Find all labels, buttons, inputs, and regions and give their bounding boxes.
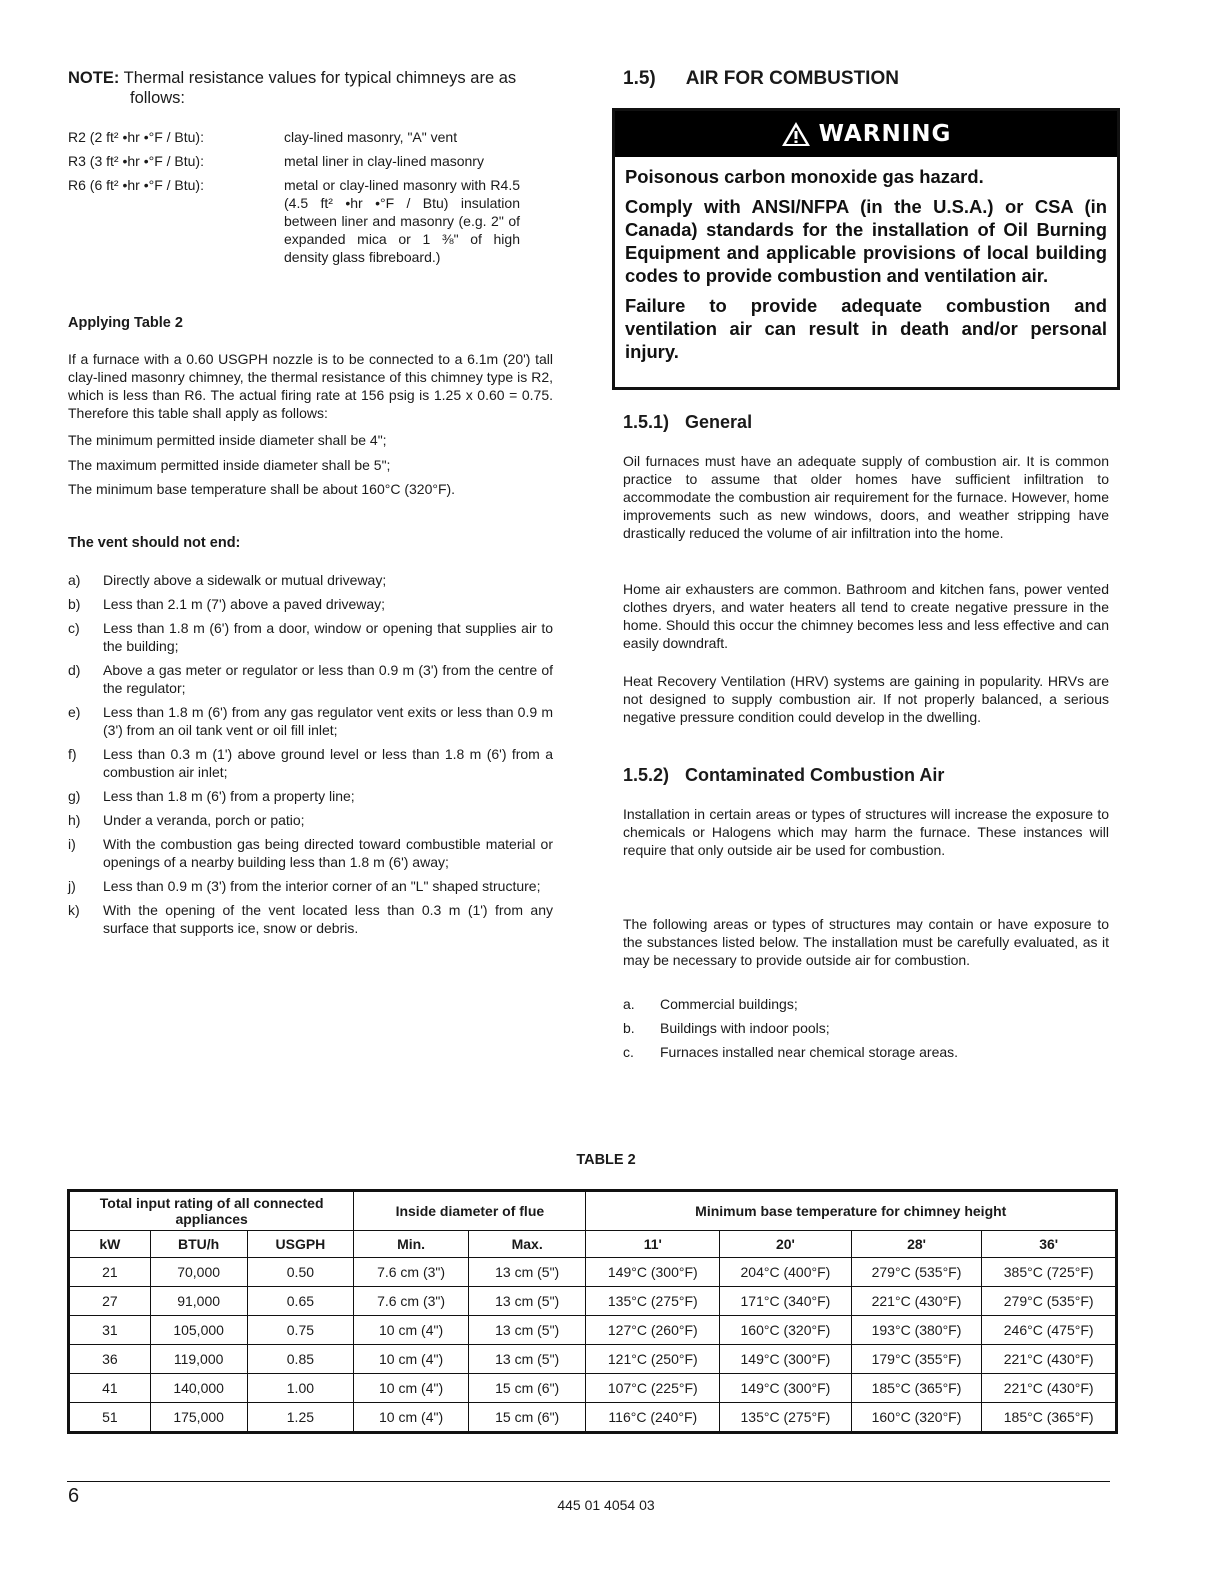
header-input-rating: Total input rating of all connected appliances bbox=[69, 1191, 354, 1231]
table-cell: 179°C (355°F) bbox=[851, 1345, 982, 1374]
table-cell: 171°C (340°F) bbox=[720, 1287, 852, 1316]
table-cell: 149°C (300°F) bbox=[720, 1345, 852, 1374]
list-marker: h) bbox=[68, 812, 81, 828]
column-header: 11' bbox=[586, 1231, 720, 1258]
warning-line-failure: Failure to provide adequate combustion and ventilation air can result in death and/or personal injury. bbox=[625, 295, 1107, 362]
resistance-label: R3 (3 ft² •hr •°F / Btu): bbox=[68, 153, 204, 169]
general-paragraph-2: Home air exhausters are common. Bathroom and kitchen fans, power vented clothes dryers, and water heaters all tend to create negative pressure in the home. Should this occur the chimney becomes less and less effective and can easily downdraft. bbox=[623, 581, 1109, 651]
subsection-heading-general bbox=[623, 412, 752, 433]
table-cell: 13 cm (5") bbox=[468, 1345, 586, 1374]
table-cell: 7.6 cm (3") bbox=[354, 1258, 469, 1287]
list-marker: c) bbox=[68, 620, 80, 636]
note-text-continued: follows: bbox=[130, 89, 186, 107]
table-cell: 91,000 bbox=[150, 1287, 247, 1316]
list-item bbox=[68, 877, 553, 895]
table-row bbox=[69, 1316, 1117, 1345]
table-cell: 36 bbox=[69, 1345, 151, 1374]
list-marker: g) bbox=[68, 788, 81, 804]
table-cell: 10 cm (4") bbox=[354, 1403, 469, 1433]
list-item bbox=[68, 811, 553, 829]
list-item bbox=[623, 1043, 1109, 1061]
list-item bbox=[68, 745, 553, 781]
table-cell: 31 bbox=[69, 1316, 151, 1345]
table-cell: 105,000 bbox=[150, 1316, 247, 1345]
warning-title: WARNING bbox=[818, 121, 952, 147]
list-item bbox=[68, 703, 553, 739]
list-marker: d) bbox=[68, 662, 81, 678]
page-number: 6 bbox=[68, 1485, 80, 1507]
list-item bbox=[623, 995, 1109, 1013]
table-cell: 13 cm (5") bbox=[468, 1258, 586, 1287]
table-cell: 70,000 bbox=[150, 1258, 247, 1287]
list-item-text: Above a gas meter or regulator or less than 0.9 m (3') from the centre of the regulator; bbox=[103, 662, 553, 696]
table-cell: 279°C (535°F) bbox=[982, 1287, 1117, 1316]
list-item bbox=[623, 1019, 1109, 1037]
warning-box bbox=[612, 108, 1120, 390]
resistance-desc: clay-lined masonry, "A" vent bbox=[284, 129, 458, 145]
table-cell: 140,000 bbox=[150, 1374, 247, 1403]
chimney-table bbox=[67, 1189, 1118, 1434]
table-cell: 193°C (380°F) bbox=[851, 1316, 982, 1345]
list-item bbox=[68, 661, 553, 697]
thermal-resistance-row bbox=[68, 128, 528, 146]
list-marker: f) bbox=[68, 746, 77, 762]
list-item-text: Less than 2.1 m (7') above a paved driveway; bbox=[103, 596, 386, 612]
column-header: kW bbox=[69, 1231, 151, 1258]
min-diameter-text: The minimum permitted inside diameter shall be 4"; bbox=[68, 432, 387, 448]
column-header: BTU/h bbox=[150, 1231, 247, 1258]
column-header: 36' bbox=[982, 1231, 1117, 1258]
list-marker: a) bbox=[68, 572, 81, 588]
applying-table-heading: Applying Table 2 bbox=[68, 315, 183, 331]
list-marker: b. bbox=[623, 1020, 635, 1036]
table-cell: 279°C (535°F) bbox=[851, 1258, 982, 1287]
table-cell: 13 cm (5") bbox=[468, 1287, 586, 1316]
list-item bbox=[68, 595, 553, 613]
list-marker: j) bbox=[68, 878, 76, 894]
list-item bbox=[68, 901, 553, 937]
column-header: USGPH bbox=[247, 1231, 354, 1258]
list-marker: c. bbox=[623, 1044, 634, 1060]
table-cell: 1.00 bbox=[247, 1374, 354, 1403]
list-item-text: Commercial buildings; bbox=[660, 996, 798, 1012]
table-cell: 149°C (300°F) bbox=[720, 1374, 852, 1403]
max-diameter-text: The maximum permitted inside diameter shall be 5"; bbox=[68, 457, 391, 473]
subsection-number: 1.5.2) bbox=[623, 765, 670, 785]
subsection-heading-contaminated bbox=[623, 765, 944, 786]
table-row bbox=[69, 1287, 1117, 1316]
resistance-label: R6 (6 ft² •hr •°F / Btu): bbox=[68, 177, 204, 193]
resistance-label: R2 (2 ft² •hr •°F / Btu): bbox=[68, 129, 204, 145]
table-row bbox=[69, 1374, 1117, 1403]
table-cell: 15 cm (6") bbox=[468, 1403, 586, 1433]
list-item bbox=[68, 619, 553, 655]
footer-divider bbox=[67, 1481, 1110, 1482]
subsection-title: Contaminated Combustion Air bbox=[685, 765, 945, 785]
column-header: 20' bbox=[720, 1231, 852, 1258]
list-item-text: Furnaces installed near chemical storage areas. bbox=[660, 1044, 959, 1060]
warning-line-comply: Comply with ANSI/NFPA (in the U.S.A.) or CSA (in Canada) standards for the installation of Oil Burning Equipment and applicable provisions of local building codes to provide combustion and ventilation air. bbox=[625, 196, 1107, 286]
vent-list bbox=[68, 571, 553, 943]
table-cell: 119,000 bbox=[150, 1345, 247, 1374]
table-cell: 7.6 cm (3") bbox=[354, 1287, 469, 1316]
table-cell: 0.85 bbox=[247, 1345, 354, 1374]
list-item-text: Less than 1.8 m (6') from a property line; bbox=[103, 788, 355, 804]
warning-body bbox=[615, 157, 1117, 363]
header-inside-diameter: Inside diameter of flue bbox=[354, 1191, 586, 1231]
table-cell: 0.50 bbox=[247, 1258, 354, 1287]
table-cell: 385°C (725°F) bbox=[982, 1258, 1117, 1287]
list-item bbox=[68, 835, 553, 871]
header-min-base-temp: Minimum base temperature for chimney height bbox=[586, 1191, 1117, 1231]
list-item bbox=[68, 787, 553, 805]
list-item-text: Less than 0.3 m (1') above ground level or less than 1.8 m (6') from a combustion air inlet; bbox=[103, 746, 553, 780]
list-marker: k) bbox=[68, 902, 80, 918]
table-cell: 160°C (320°F) bbox=[720, 1316, 852, 1345]
table-cell: 127°C (260°F) bbox=[586, 1316, 720, 1345]
table-cell: 221°C (430°F) bbox=[982, 1374, 1117, 1403]
note-label: NOTE: bbox=[68, 69, 120, 87]
table-row bbox=[69, 1345, 1117, 1374]
table-cell: 15 cm (6") bbox=[468, 1374, 586, 1403]
table-cell: 13 cm (5") bbox=[468, 1316, 586, 1345]
document-number: 445 01 4054 03 bbox=[557, 1497, 655, 1513]
table-row bbox=[69, 1258, 1117, 1287]
list-item-text: Less than 1.8 m (6') from a door, window or opening that supplies air to the building; bbox=[103, 620, 553, 654]
table-cell: 246°C (475°F) bbox=[982, 1316, 1117, 1345]
list-item-text: Less than 0.9 m (3') from the interior corner of an "L" shaped structure; bbox=[103, 878, 541, 894]
table-cell: 10 cm (4") bbox=[354, 1345, 469, 1374]
note-text: Thermal resistance values for typical chimneys are as bbox=[123, 69, 517, 87]
table-cell: 160°C (320°F) bbox=[851, 1403, 982, 1433]
table-cell: 175,000 bbox=[150, 1403, 247, 1433]
applying-table-paragraph: If a furnace with a 0.60 USGPH nozzle is to be connected to a 6.1m (20') tall clay-lined masonry chimney, the thermal resistance of this chimney type is R2, which is less than R6. The actual firing rate at 156 psig is 1.25 x 0.60 = 0.75. Therefore this table shall apply as follows: bbox=[68, 351, 553, 421]
list-item bbox=[68, 571, 553, 589]
list-item-text: With the combustion gas being directed toward combustible material or openings of a nearby building less than 1.8 m (6') away; bbox=[103, 836, 553, 870]
resistance-desc: metal liner in clay-lined masonry bbox=[284, 153, 484, 169]
subsection-number: 1.5.1) bbox=[623, 412, 670, 432]
column-header: Max. bbox=[468, 1231, 586, 1258]
table-cell: 116°C (240°F) bbox=[586, 1403, 720, 1433]
column-header: 28' bbox=[851, 1231, 982, 1258]
table-cell: 135°C (275°F) bbox=[720, 1403, 852, 1433]
list-item-text: Buildings with indoor pools; bbox=[660, 1020, 830, 1036]
section-title: AIR FOR COMBUSTION bbox=[685, 68, 899, 89]
section-number: 1.5) bbox=[623, 68, 656, 89]
table-cell: 41 bbox=[69, 1374, 151, 1403]
table-cell: 51 bbox=[69, 1403, 151, 1433]
table-cell: 21 bbox=[69, 1258, 151, 1287]
min-base-temp-text: The minimum base temperature shall be about 160°C (320°F). bbox=[68, 481, 456, 497]
table-cell: 204°C (400°F) bbox=[720, 1258, 852, 1287]
contaminated-paragraph-2: The following areas or types of structures may contain or have exposure to the substances listed below. The installation must be carefully evaluated, as it may be necessary to provide outside air for combustion. bbox=[623, 916, 1109, 968]
table-cell: 10 cm (4") bbox=[354, 1374, 469, 1403]
general-paragraph-3: Heat Recovery Ventilation (HRV) systems are gaining in popularity. HRVs are not designed to supply combustion air. If not properly balanced, a serious negative pressure condition could develop in the dwelling. bbox=[623, 673, 1109, 725]
list-item-text: Less than 1.8 m (6') from any gas regulator vent exits or less than 0.9 m (3') from an oil tank vent or oil fill inlet; bbox=[103, 704, 553, 738]
list-marker: i) bbox=[68, 836, 76, 852]
table-cell: 185°C (365°F) bbox=[982, 1403, 1117, 1433]
table-cell: 107°C (225°F) bbox=[586, 1374, 720, 1403]
general-paragraph-1: Oil furnaces must have an adequate supply of combustion air. It is common practice to assume that older homes have sufficient infiltration to accommodate the combustion air requirement for the furnace. However, home improvements such as new windows, doors, and weather stripping have drastically reduced the volume of air infiltration into the home. bbox=[623, 453, 1109, 541]
list-marker: b) bbox=[68, 596, 81, 612]
table-caption: TABLE 2 bbox=[576, 1152, 636, 1168]
table-row bbox=[69, 1403, 1117, 1433]
warning-header bbox=[615, 111, 1117, 157]
table-cell: 121°C (250°F) bbox=[586, 1345, 720, 1374]
list-marker: e) bbox=[68, 704, 81, 720]
table-cell: 27 bbox=[69, 1287, 151, 1316]
column-header: Min. bbox=[354, 1231, 469, 1258]
table-cell: 149°C (300°F) bbox=[586, 1258, 720, 1287]
table-cell: 0.65 bbox=[247, 1287, 354, 1316]
table-cell: 135°C (275°F) bbox=[586, 1287, 720, 1316]
note-block bbox=[68, 68, 558, 108]
table-cell: 10 cm (4") bbox=[354, 1316, 469, 1345]
list-item-text: Directly above a sidewalk or mutual driveway; bbox=[103, 572, 387, 588]
list-item-text: Under a veranda, porch or patio; bbox=[103, 812, 305, 828]
table-cell: 1.25 bbox=[247, 1403, 354, 1433]
list-marker: a. bbox=[623, 996, 635, 1012]
thermal-resistance-list bbox=[68, 128, 528, 272]
structures-list bbox=[623, 995, 1109, 1067]
table-cell: 0.75 bbox=[247, 1316, 354, 1345]
thermal-resistance-row bbox=[68, 152, 528, 170]
table-cell: 221°C (430°F) bbox=[982, 1345, 1117, 1374]
vent-heading: The vent should not end: bbox=[68, 535, 241, 551]
warning-triangle-icon bbox=[781, 121, 811, 147]
list-item-text: With the opening of the vent located less than 0.3 m (1') from any surface that supports ice, snow or debris. bbox=[103, 902, 553, 936]
resistance-desc: metal or clay-lined masonry with R4.5 (4.5 ft² •hr •°F / Btu) insulation between liner and masonry (e.g. 2" of expanded mica or 1 ⅜" of high density glass fibreboard.) bbox=[284, 177, 520, 265]
contaminated-paragraph-1: Installation in certain areas or types of structures will increase the exposure to chemicals or Halogens which may harm the furnace. These instances will require that only outside air be used for combustion. bbox=[623, 806, 1109, 858]
warning-line-hazard: Poisonous carbon monoxide gas hazard. bbox=[625, 166, 984, 187]
table-cell: 185°C (365°F) bbox=[851, 1374, 982, 1403]
table-cell: 221°C (430°F) bbox=[851, 1287, 982, 1316]
thermal-resistance-row bbox=[68, 176, 528, 266]
section-heading bbox=[623, 68, 899, 90]
subsection-title: General bbox=[685, 412, 753, 432]
